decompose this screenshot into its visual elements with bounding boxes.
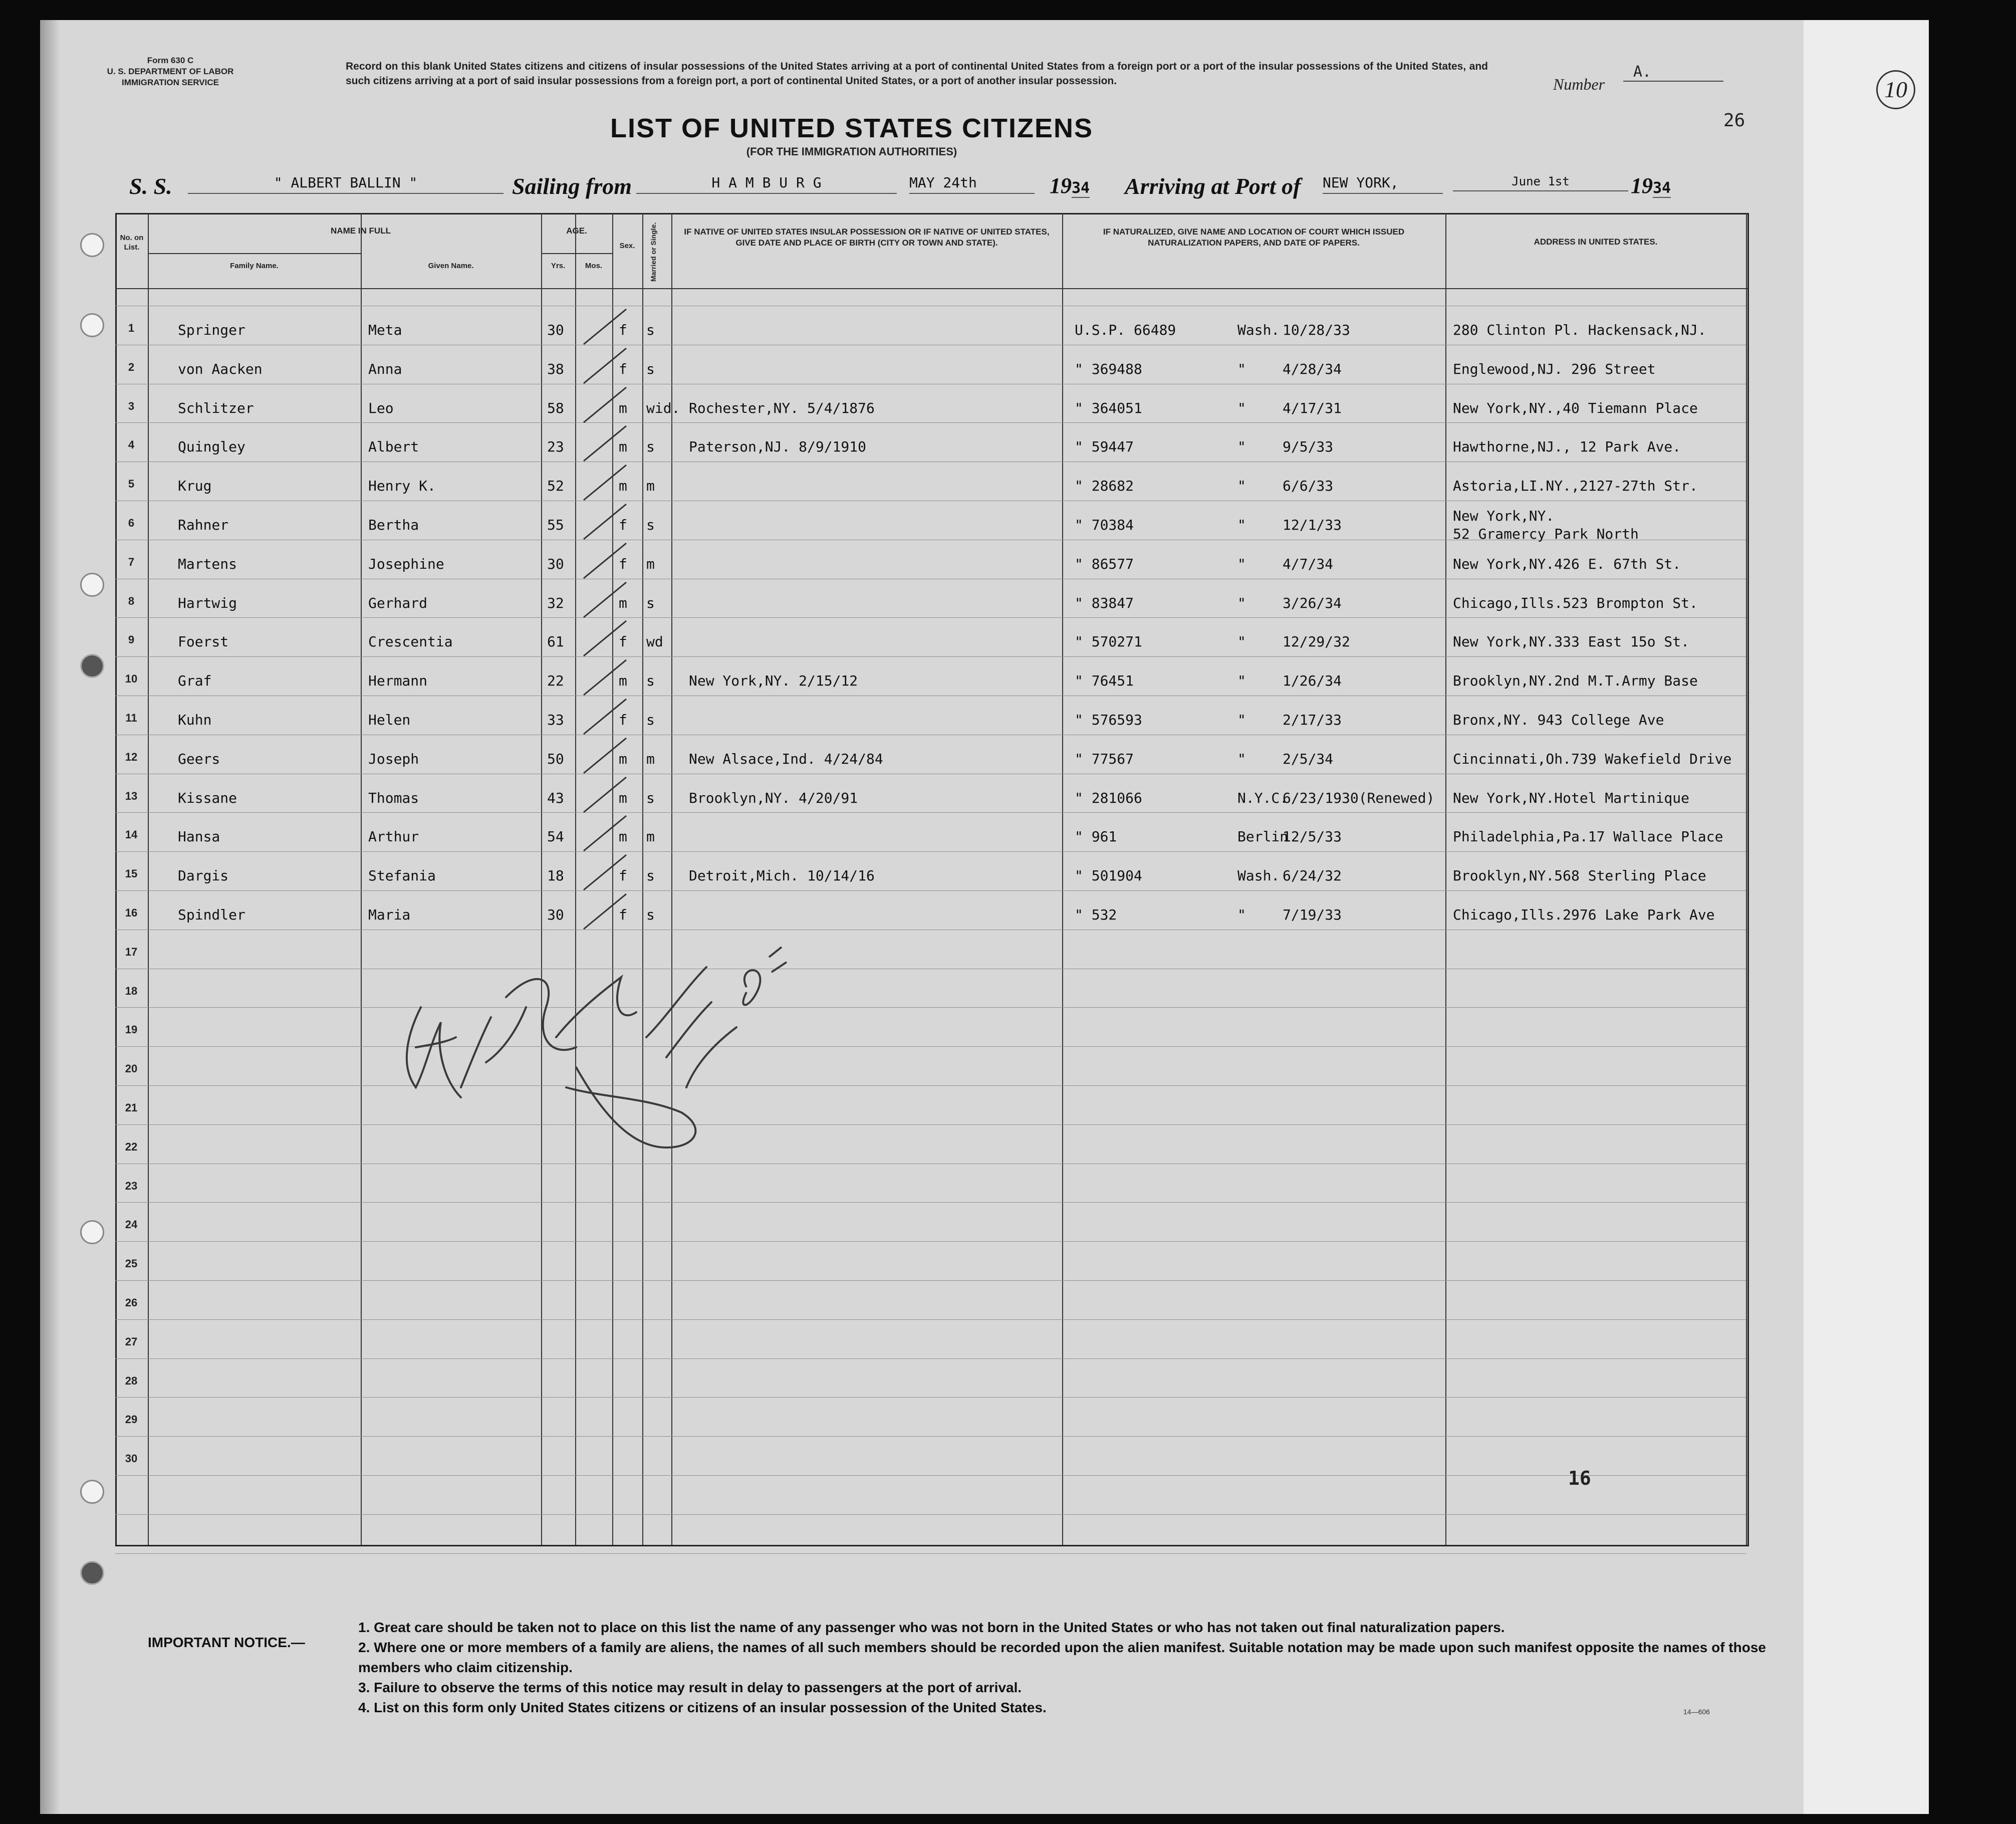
age-cell: 30 xyxy=(547,555,564,572)
sex-cell: f xyxy=(619,906,627,923)
header-subdivider xyxy=(148,253,361,254)
family-name-cell: Spindler xyxy=(178,906,245,923)
row-rule xyxy=(115,422,1746,423)
sex-cell: f xyxy=(619,633,627,650)
row-rule xyxy=(115,1358,1746,1359)
age-cell: 54 xyxy=(547,828,564,845)
check-mark xyxy=(576,736,636,776)
header-family-name: Family Name. xyxy=(230,262,279,270)
naturalization-number-cell: " 77567 xyxy=(1075,750,1134,767)
header-months: Mos. xyxy=(585,262,603,270)
sex-cell: m xyxy=(619,438,627,455)
family-name-cell: Kuhn xyxy=(178,712,212,728)
notice-item: 4. List on this form only United States citizens or citizens of an insular possession of the United States. xyxy=(358,1700,1047,1715)
row-number: 10 xyxy=(125,672,138,686)
row-number: 23 xyxy=(125,1179,138,1192)
header-name-in-full: NAME IN FULL xyxy=(331,226,391,236)
arrival-year-value: 34 xyxy=(1653,179,1671,197)
form-number: Form 630 C xyxy=(147,56,194,65)
naturalization-date-cell: 4/17/31 xyxy=(1283,399,1342,416)
header-years: Yrs. xyxy=(551,262,566,270)
check-mark xyxy=(576,502,636,542)
age-cell: 58 xyxy=(547,399,564,416)
age-cell: 32 xyxy=(547,594,564,611)
row-number: 25 xyxy=(125,1257,138,1270)
header-naturalized: IF NATURALIZED, GIVE NAME AND LOCATION OF COURT WHICH ISSUED NATURALIZATION PAPERS, AND DATE OF PAPERS. xyxy=(1103,227,1405,248)
given-name-cell: Albert xyxy=(368,438,419,455)
sex-cell: m xyxy=(619,672,627,690)
given-name-cell: Anna xyxy=(368,360,402,377)
family-name-cell: Rahner xyxy=(178,517,229,533)
marital-status-cell: s xyxy=(646,322,655,338)
naturalization-number-cell: " 83847 xyxy=(1075,594,1134,611)
sex-cell: f xyxy=(619,555,627,572)
header-birth: IF NATIVE OF UNITED STATES INSULAR POSSESSION OR IF NATIVE OF UNITED STATES, GIVE DATE AND PLACE OF BIRTH (CITY OR TOWN AND STATE). xyxy=(684,227,1050,248)
marital-status-cell: s xyxy=(646,517,655,533)
sailing-year xyxy=(1050,173,1090,198)
check-mark xyxy=(576,463,636,503)
given-name-cell: Leo xyxy=(368,399,394,416)
department-name: U. S. DEPARTMENT OF LABOR xyxy=(107,67,234,76)
given-name-cell: Thomas xyxy=(368,789,419,806)
arriving-label: Arriving at Port of xyxy=(1125,173,1301,199)
naturalization-date-cell: 2/17/33 xyxy=(1283,712,1342,728)
naturalization-date-cell: 4/28/34 xyxy=(1283,360,1342,377)
column-divider xyxy=(642,213,643,1545)
naturalization-date-cell: 3/26/34 xyxy=(1283,594,1342,611)
header-no-on-list: No. on List. xyxy=(120,234,144,252)
check-mark xyxy=(576,346,636,386)
naturalization-date-cell: 12/1/33 xyxy=(1283,517,1342,533)
year-prefix: 19 xyxy=(1631,173,1653,198)
naturalization-court-cell: " xyxy=(1237,399,1246,416)
address-cell: Cincinnati,Oh.739 Wakefield Drive xyxy=(1453,750,1732,767)
naturalization-court-cell: " xyxy=(1237,712,1246,728)
check-mark xyxy=(576,891,636,932)
address-cell: Chicago,Ills.523 Brompton St. xyxy=(1453,594,1698,611)
naturalization-date-cell: 6/24/32 xyxy=(1283,867,1342,884)
row-rule xyxy=(115,1280,1746,1281)
header-divider xyxy=(115,288,1747,289)
column-divider xyxy=(148,213,149,1545)
column-divider xyxy=(1445,213,1446,1545)
naturalization-number-cell: " 570271 xyxy=(1075,633,1142,650)
age-cell: 43 xyxy=(547,789,564,806)
marital-status-cell: s xyxy=(646,594,655,611)
naturalization-date-cell: 6/6/33 xyxy=(1283,478,1334,495)
address-cell: Philadelphia,Pa.17 Wallace Place xyxy=(1453,828,1723,845)
row-number: 5 xyxy=(128,478,135,491)
age-cell: 61 xyxy=(547,633,564,650)
row-rule xyxy=(115,656,1746,657)
port-of-arrival: NEW YORK, xyxy=(1323,174,1443,194)
family-name-cell: Hansa xyxy=(178,828,220,845)
naturalization-date-cell: 10/28/33 xyxy=(1283,322,1350,338)
given-name-cell: Hermann xyxy=(368,672,428,690)
naturalization-date-cell: 9/5/33 xyxy=(1283,438,1334,455)
naturalization-court-cell: " xyxy=(1237,906,1246,923)
naturalization-number-cell: " 86577 xyxy=(1075,555,1134,572)
age-cell: 30 xyxy=(547,906,564,923)
header-sex: Sex. xyxy=(619,242,635,250)
naturalization-number-cell: " 28682 xyxy=(1075,478,1134,495)
naturalization-court-cell: Berlin xyxy=(1237,828,1289,845)
naturalization-number-cell: " 76451 xyxy=(1075,672,1134,690)
row-number: 19 xyxy=(125,1023,138,1036)
age-cell: 33 xyxy=(547,712,564,728)
sex-cell: m xyxy=(619,399,627,416)
naturalization-date-cell: 4/7/34 xyxy=(1283,555,1334,572)
row-rule xyxy=(115,1046,1746,1047)
binder-hole xyxy=(80,654,104,678)
age-cell: 55 xyxy=(547,517,564,533)
check-mark xyxy=(576,657,636,698)
check-mark xyxy=(576,580,636,620)
header-age: AGE. xyxy=(566,226,587,236)
sex-cell: m xyxy=(619,594,627,611)
number-value: A. xyxy=(1623,63,1723,82)
naturalization-court-cell: " xyxy=(1237,360,1246,377)
binder-hole xyxy=(80,1561,104,1585)
family-name-cell: Kissane xyxy=(178,789,237,806)
given-name-cell: Meta xyxy=(368,322,402,338)
marital-status-cell: s xyxy=(646,906,655,923)
sex-cell: f xyxy=(619,360,627,377)
ship-name: " ALBERT BALLIN " xyxy=(188,174,503,194)
check-mark xyxy=(576,618,636,658)
given-name-cell: Helen xyxy=(368,712,411,728)
row-rule xyxy=(115,1007,1746,1008)
row-number: 15 xyxy=(125,867,138,880)
naturalization-number-cell: " 576593 xyxy=(1075,712,1142,728)
row-rule xyxy=(115,1397,1746,1398)
header-given-name: Given Name. xyxy=(428,262,474,270)
row-number: 6 xyxy=(128,517,135,529)
row-number: 13 xyxy=(125,789,138,802)
sex-cell: m xyxy=(619,750,627,767)
naturalization-date-cell: 12/29/32 xyxy=(1283,633,1350,650)
marital-status-cell: s xyxy=(646,712,655,728)
marital-status-cell: s xyxy=(646,672,655,690)
naturalization-court-cell: " xyxy=(1237,438,1246,455)
age-cell: 18 xyxy=(547,867,564,884)
marital-status-cell: m xyxy=(646,828,655,845)
birthplace-cell: New Alsace,Ind. 4/24/84 xyxy=(689,750,883,767)
sex-cell: f xyxy=(619,517,627,533)
marital-status-cell: s xyxy=(646,789,655,806)
marital-status-cell: s xyxy=(646,360,655,377)
page-margin-strip xyxy=(1804,20,1929,1814)
marital-status-cell: wd xyxy=(646,633,663,650)
address-line2-cell: 52 Gramercy Park North xyxy=(1453,526,1639,542)
naturalization-court-cell: " xyxy=(1237,750,1246,767)
port-of-departure: H A M B U R G xyxy=(636,174,897,194)
naturalization-court-cell: " xyxy=(1237,672,1246,690)
birthplace-cell: Paterson,NJ. 8/9/1910 xyxy=(689,438,867,455)
check-mark xyxy=(576,697,636,737)
naturalization-number-cell: " 70384 xyxy=(1075,517,1134,533)
address-cell: New York,NY.426 E. 67th St. xyxy=(1453,555,1681,572)
birthplace-cell: Detroit,Mich. 10/14/16 xyxy=(689,867,875,884)
arrival-year xyxy=(1631,173,1671,198)
naturalization-date-cell: 6/23/1930(Renewed) xyxy=(1283,789,1435,806)
number-label: Number xyxy=(1553,75,1605,93)
address-cell: Hawthorne,NJ., 12 Park Ave. xyxy=(1453,438,1681,455)
check-mark xyxy=(576,852,636,892)
birthplace-cell: New York,NY. 2/15/12 xyxy=(689,672,858,690)
row-number: 27 xyxy=(125,1335,138,1348)
binder-hole xyxy=(80,1220,104,1244)
family-name-cell: Springer xyxy=(178,322,245,338)
address-cell: Chicago,Ills.2976 Lake Park Ave xyxy=(1453,906,1715,923)
row-number: 1 xyxy=(128,322,135,334)
check-mark xyxy=(576,813,636,853)
page-number: 26 xyxy=(1723,110,1745,131)
address-cell: Bronx,NY. 943 College Ave xyxy=(1453,712,1664,728)
check-mark xyxy=(576,423,636,464)
given-name-cell: Gerhard xyxy=(368,594,428,611)
row-rule xyxy=(115,812,1746,813)
naturalization-date-cell: 2/5/34 xyxy=(1283,750,1334,767)
marital-status-cell: m xyxy=(646,555,655,572)
column-divider xyxy=(1746,213,1747,1545)
address-cell: Brooklyn,NY.2nd M.T.Army Base xyxy=(1453,672,1698,690)
family-name-cell: Hartwig xyxy=(178,594,237,611)
row-number: 22 xyxy=(125,1140,138,1153)
naturalization-court-cell: " xyxy=(1237,594,1246,611)
inspector-signature xyxy=(386,937,797,1168)
given-name-cell: Bertha xyxy=(368,517,419,533)
row-number: 12 xyxy=(125,750,138,763)
ss-label: S. S. xyxy=(129,173,172,199)
notice-item: 2. Where one or more members of a family are aliens, the names of all such members should be recorded upon the alien manifest. Suitable notation may be made upon such manifest opposite the names of those members who claim citizenship. xyxy=(358,1640,1766,1675)
header-married: Married or Single. xyxy=(649,222,657,282)
address-cell: New York,NY. xyxy=(1453,508,1555,524)
family-name-cell: Geers xyxy=(178,750,220,767)
page-edge-shadow xyxy=(40,20,60,1814)
row-number: 16 xyxy=(125,906,138,919)
age-cell: 30 xyxy=(547,322,564,338)
row-number: 29 xyxy=(125,1413,138,1426)
row-number: 8 xyxy=(128,594,135,607)
row-rule xyxy=(115,1319,1746,1320)
family-name-cell: Schlitzer xyxy=(178,399,254,416)
naturalization-court-cell: " xyxy=(1237,633,1246,650)
row-rule xyxy=(115,890,1746,891)
circled-sheet-number: 10 xyxy=(1876,70,1915,109)
check-mark xyxy=(576,775,636,815)
check-mark xyxy=(576,385,636,425)
family-name-cell: Quingley xyxy=(178,438,245,455)
naturalization-number-cell: " 501904 xyxy=(1075,867,1142,884)
row-number: 30 xyxy=(125,1452,138,1465)
naturalization-number-cell: " 532 xyxy=(1075,906,1117,923)
document-subtitle: (FOR THE IMMIGRATION AUTHORITIES) xyxy=(746,145,957,158)
naturalization-date-cell: 1/26/34 xyxy=(1283,672,1342,690)
row-rule xyxy=(115,1514,1746,1515)
arrival-date: June 1st xyxy=(1453,174,1628,191)
naturalization-number-cell: " 364051 xyxy=(1075,399,1142,416)
row-number: 9 xyxy=(128,633,135,646)
sex-cell: f xyxy=(619,322,627,338)
naturalization-court-cell: Wash. xyxy=(1237,322,1280,338)
age-cell: 50 xyxy=(547,750,564,767)
row-number: 17 xyxy=(125,945,138,958)
marital-status-cell: wid. xyxy=(646,399,680,416)
family-name-cell: Martens xyxy=(178,555,237,572)
row-number: 14 xyxy=(125,828,138,841)
marital-status-cell: s xyxy=(646,867,655,884)
row-rule xyxy=(115,1553,1746,1554)
given-name-cell: Crescentia xyxy=(368,633,453,650)
naturalization-number-cell: " 961 xyxy=(1075,828,1117,845)
naturalization-number-cell: U.S.P. 66489 xyxy=(1075,322,1176,338)
binder-hole xyxy=(80,1480,104,1504)
important-notice xyxy=(358,1618,1776,1718)
given-name-cell: Maria xyxy=(368,906,411,923)
row-number: 26 xyxy=(125,1296,138,1309)
row-number: 24 xyxy=(125,1218,138,1231)
naturalization-date-cell: 7/19/33 xyxy=(1283,906,1342,923)
naturalization-number-cell: " 369488 xyxy=(1075,360,1142,377)
document-title: LIST OF UNITED STATES CITIZENS xyxy=(610,113,1093,143)
naturalization-number-cell: " 59447 xyxy=(1075,438,1134,455)
family-name-cell: Krug xyxy=(178,478,212,495)
marital-status-cell: m xyxy=(646,478,655,495)
sailing-year-value: 34 xyxy=(1072,179,1090,197)
sex-cell: m xyxy=(619,828,627,845)
row-rule xyxy=(115,617,1746,618)
footer-form-code: 14—606 xyxy=(1683,1708,1710,1716)
notice-label: IMPORTANT NOTICE.— xyxy=(148,1635,305,1650)
age-cell: 22 xyxy=(547,672,564,690)
column-divider xyxy=(361,213,362,1545)
given-name-cell: Henry K. xyxy=(368,478,436,495)
address-cell: New York,NY.333 East 15o St. xyxy=(1453,633,1690,650)
header-address: ADDRESS IN UNITED STATES. xyxy=(1534,237,1658,247)
naturalization-court-cell: N.Y.C. xyxy=(1237,789,1289,806)
sex-cell: m xyxy=(619,478,627,495)
form-identifier xyxy=(80,55,261,88)
address-cell: 280 Clinton Pl. Hackensack,NJ. xyxy=(1453,322,1706,338)
notice-item: 1. Great care should be taken not to place on this list the name of any passenger who was not born in the United States or who has not taken out final naturalization papers. xyxy=(358,1620,1505,1635)
binder-hole xyxy=(80,313,104,337)
sex-cell: f xyxy=(619,867,627,884)
sex-cell: m xyxy=(619,789,627,806)
address-cell: Englewood,NJ. 296 Street xyxy=(1453,360,1656,377)
row-number: 2 xyxy=(128,360,135,373)
sailing-label: Sailing from xyxy=(512,173,632,199)
marital-status-cell: m xyxy=(646,750,655,767)
row-number: 11 xyxy=(125,712,137,724)
row-rule xyxy=(115,1241,1746,1242)
naturalization-number-cell: " 281066 xyxy=(1075,789,1142,806)
column-divider xyxy=(541,213,542,1545)
binder-hole xyxy=(80,573,104,597)
row-rule xyxy=(115,1475,1746,1476)
check-mark xyxy=(576,541,636,581)
family-name-cell: Dargis xyxy=(178,867,229,884)
marital-status-cell: s xyxy=(646,438,655,455)
family-name-cell: Foerst xyxy=(178,633,229,650)
sex-cell: f xyxy=(619,712,627,728)
given-name-cell: Josephine xyxy=(368,555,444,572)
row-rule xyxy=(115,1085,1746,1086)
age-cell: 38 xyxy=(547,360,564,377)
row-number: 21 xyxy=(125,1101,138,1114)
age-cell: 52 xyxy=(547,478,564,495)
age-cell: 23 xyxy=(547,438,564,455)
given-name-cell: Arthur xyxy=(368,828,419,845)
notice-item: 3. Failure to observe the terms of this notice may result in delay to passengers at the port of arrival. xyxy=(358,1680,1022,1695)
given-name-cell: Joseph xyxy=(368,750,419,767)
row-number: 3 xyxy=(128,399,135,412)
address-cell: Astoria,LI.NY.,2127-27th Str. xyxy=(1453,478,1698,495)
row-number: 7 xyxy=(128,555,135,568)
header-subdivider xyxy=(541,253,612,254)
sailing-date: MAY 24th xyxy=(909,174,1035,194)
address-cell: New York,NY.,40 Tiemann Place xyxy=(1453,399,1698,416)
column-divider xyxy=(1062,213,1063,1545)
birthplace-cell: Brooklyn,NY. 4/20/91 xyxy=(689,789,858,806)
address-cell: Brooklyn,NY.568 Sterling Place xyxy=(1453,867,1706,884)
check-mark xyxy=(576,307,636,347)
row-number: 18 xyxy=(125,984,138,997)
family-name-cell: von Aacken xyxy=(178,360,263,377)
family-name-cell: Graf xyxy=(178,672,212,690)
row-rule xyxy=(115,1124,1746,1125)
binder-hole xyxy=(80,233,104,257)
row-number: 28 xyxy=(125,1374,138,1387)
row-rule xyxy=(115,851,1746,852)
row-rule xyxy=(115,1202,1746,1203)
passenger-count: 16 xyxy=(1568,1467,1591,1489)
row-number: 20 xyxy=(125,1062,138,1075)
given-name-cell: Stefania xyxy=(368,867,436,884)
birthplace-cell: Rochester,NY. 5/4/1876 xyxy=(689,399,875,416)
naturalization-court-cell: " xyxy=(1237,517,1246,533)
row-number: 4 xyxy=(128,438,135,451)
naturalization-court-cell: " xyxy=(1237,555,1246,572)
address-cell: New York,NY.Hotel Martinique xyxy=(1453,789,1690,806)
naturalization-court-cell: " xyxy=(1237,478,1246,495)
year-prefix: 19 xyxy=(1050,173,1072,198)
naturalization-court-cell: Wash. xyxy=(1237,867,1280,884)
service-name: IMMIGRATION SERVICE xyxy=(122,78,219,87)
record-instructions: Record on this blank United States citizens and citizens of insular possessions of the United States arriving at a port of continental United States from a foreign port or a port of the insular possessions of the United States, and such citizens arriving at a port of said insular possessions from a foreign port, a port of continental United States, or a port of another insular possession. xyxy=(346,61,1488,87)
row-rule xyxy=(115,1436,1746,1437)
naturalization-date-cell: 12/5/33 xyxy=(1283,828,1342,845)
